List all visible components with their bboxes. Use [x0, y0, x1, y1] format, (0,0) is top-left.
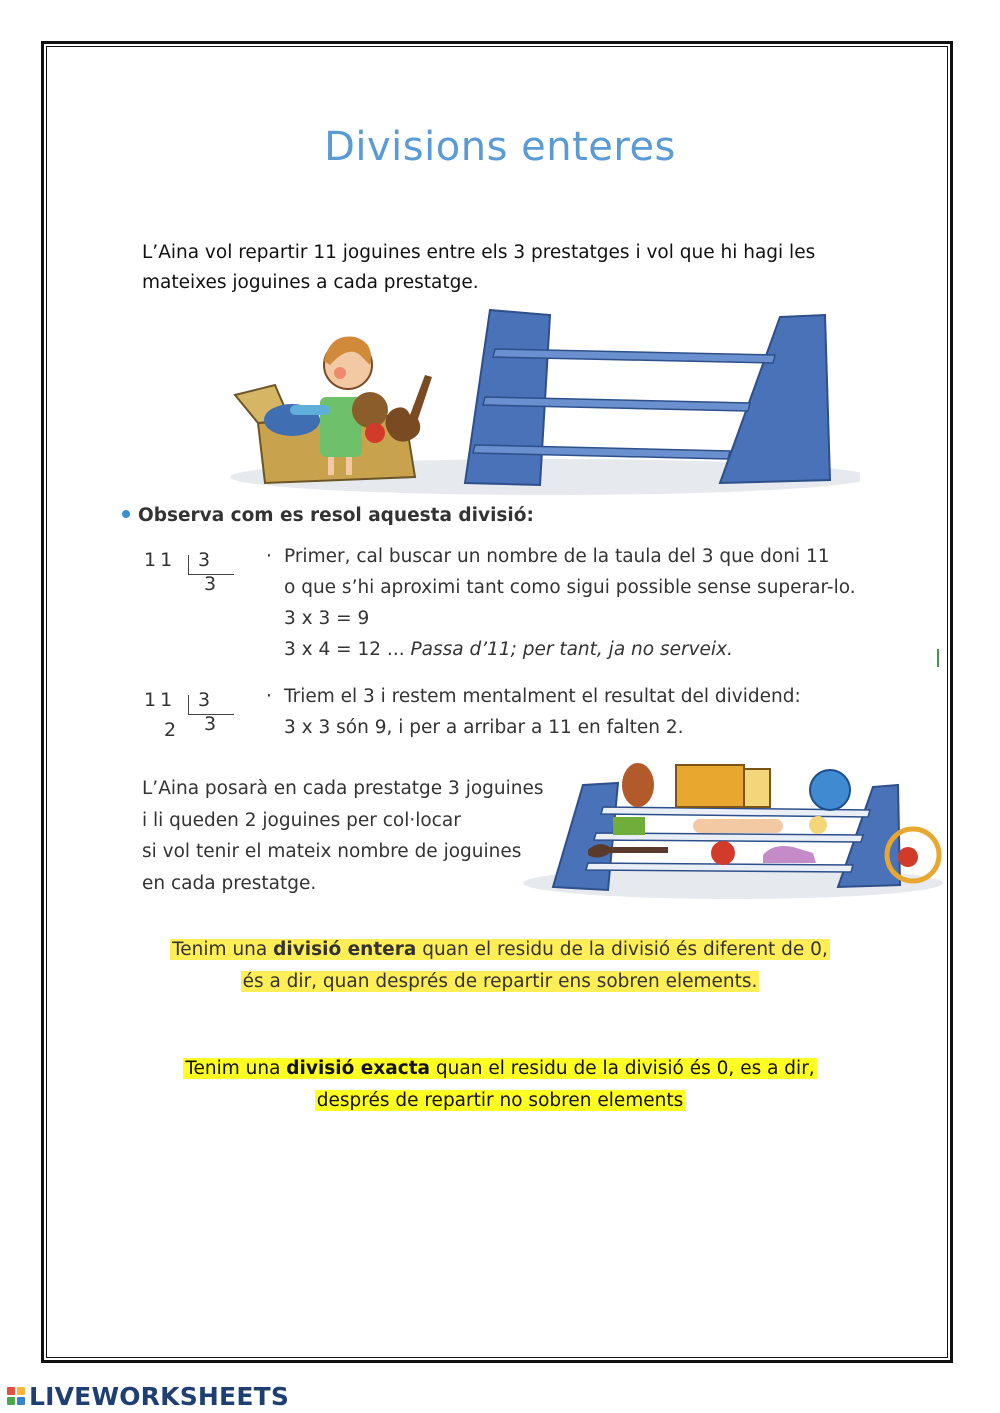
division-bracket-vertical: [188, 695, 189, 715]
brand-name: LIVEWORKSHEETS: [29, 1381, 290, 1411]
step-1-line-4: 3 x 4 = 12 ... Passa d’11; per tant, ja no serveix.: [284, 639, 733, 660]
shelf-right-side: [720, 315, 830, 483]
result-line-1: L’Aina posarà en cada prestatge 3 joguines: [142, 778, 544, 799]
filled-shelves-illustration: [518, 755, 943, 905]
guitar-icon: [588, 844, 668, 857]
logo-grid-icon: [7, 1387, 25, 1405]
step-1-line-1: Primer, cal buscar un nombre de la taula del 3 que doni 11: [284, 546, 830, 567]
division-layout-1: [144, 549, 244, 599]
dividend: 11: [144, 549, 177, 571]
step-1-line-3: 3 x 3 = 9: [284, 608, 370, 629]
girl-legs: [328, 457, 334, 475]
puzzle-box-icon: [676, 765, 744, 807]
definition-entera-line-2: és a dir, quan després de repartir ens sobren elements.: [242, 971, 758, 992]
divisor: 3: [198, 549, 211, 571]
division-bracket-vertical: [188, 555, 189, 575]
margin-mark: [937, 649, 939, 667]
result-line-4: en cada prestatge.: [142, 872, 317, 894]
result-line-2: i li queden 2 joguines per col·locar: [142, 809, 461, 831]
toy-figure-icon: [622, 763, 654, 807]
step-2-line-1: Triem el 3 i restem mentalment el resultat del dividend:: [284, 686, 801, 707]
teddy-bear: [352, 392, 388, 428]
doll-icon: [693, 819, 783, 833]
result-line-3: si vol tenir el mateix nombre de joguines: [142, 841, 522, 862]
definition-exacta: [0, 1053, 1000, 1117]
step-bullet: ·: [266, 686, 272, 707]
definition-entera-line-1: Tenim una divisió entera quan el residu de la divisió és diferent de 0,: [172, 939, 828, 960]
page-title: Divisions enteres: [324, 124, 676, 170]
step-2: [266, 681, 801, 743]
remainder: 2: [164, 719, 177, 741]
dividend: 11: [144, 689, 177, 711]
girl-arm: [290, 405, 330, 415]
divisor: 3: [198, 689, 211, 711]
definition-exacta-line-1: Tenim una divisió exacta quan el residu de la divisió és 0, es a dir,: [185, 1058, 815, 1079]
toy-car-icon: [763, 846, 816, 863]
girl-cheek: [334, 367, 346, 379]
liveworksheets-logo[interactable]: [7, 1381, 289, 1411]
ball-icon: [810, 770, 850, 810]
game-board-icon: [613, 817, 645, 835]
step-2-line-2: 3 x 3 són 9, i per a arribar a 11 en falten 2.: [284, 717, 684, 738]
quotient: 3: [204, 713, 217, 735]
definition-entera: [0, 934, 1000, 998]
intro-line-1: L’Aina vol repartir 11 joguines entre els 3 prestatges i vol que hi hagi les: [142, 242, 816, 263]
quotient: 3: [204, 573, 217, 595]
step-1-line-2: o que s’hi aproximi tant como sigui possible sense superar-lo.: [284, 577, 856, 598]
result-text: [142, 773, 544, 899]
girl-and-shelves-illustration: [220, 305, 860, 495]
definition-exacta-line-2: després de repartir no sobren elements: [316, 1090, 684, 1111]
guitar-icon: [385, 375, 432, 442]
intro-line-2: mateixes joguines a cada prestatge.: [142, 272, 479, 293]
step-bullet: ·: [266, 546, 272, 567]
division-layout-2: [144, 689, 244, 749]
drum-icon: [711, 841, 735, 865]
intro-text: [142, 238, 862, 298]
observe-heading: Observa com es resol aquesta divisió:: [122, 505, 534, 526]
step-1: [266, 541, 856, 665]
bullet-dot-icon: [122, 510, 130, 518]
